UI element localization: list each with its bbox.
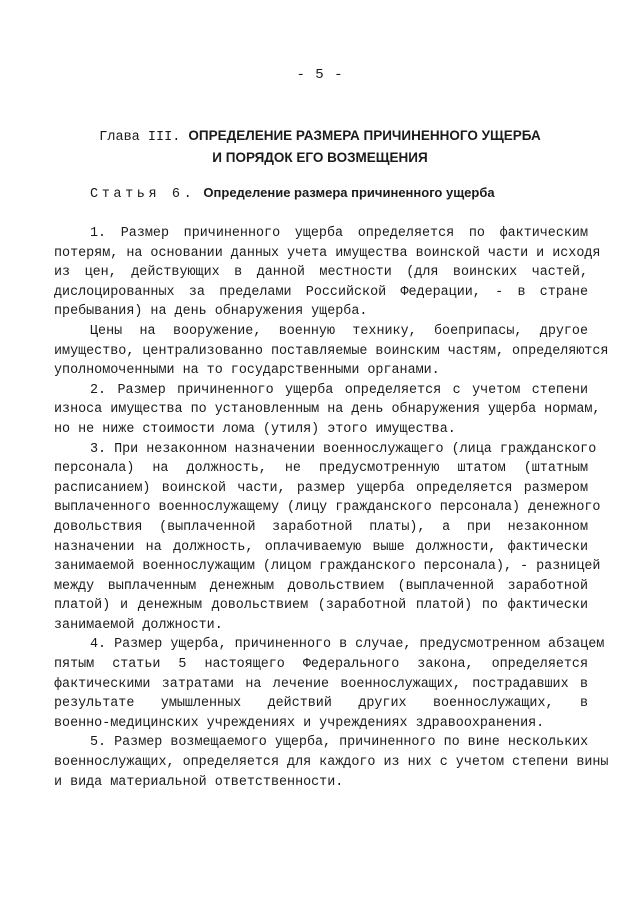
paragraph-line: из цен, действующих в данной местности (для воинских частей, <box>54 265 588 281</box>
paragraph-line: 5. Размер возмещаемого ущерба, причиненного по вине нескольких <box>90 735 589 751</box>
chapter-heading-line1 <box>60 126 580 148</box>
paragraph-line: пребывания) на день обнаружения ущерба. <box>54 304 368 320</box>
paragraph-line: потерям, на основании данных учета имущества воинской части и исходя <box>54 245 601 261</box>
paragraph-line: уполномоченными на то государственными органами. <box>54 363 440 379</box>
paragraph-line: военнослужащих, определяется для каждого из них с учетом степени вины <box>54 755 609 771</box>
paragraph <box>54 733 609 792</box>
paragraph-line: занимаемой должности. <box>54 617 223 633</box>
paragraph <box>54 635 605 733</box>
paragraph-line: персонала) на должность, не предусмотренную штатом (штатным <box>54 461 588 477</box>
chapter-title-line2: И ПОРЯДОК ЕГО ВОЗМЕЩЕНИЯ <box>212 150 428 165</box>
paragraph-line: между выплаченным денежным довольствием (выплаченной заработной <box>54 578 588 594</box>
article-title: Определение размера причиненного ущерба <box>203 185 495 200</box>
paragraph <box>54 381 601 440</box>
paragraph <box>54 224 601 322</box>
chapter-title-line1: ОПРЕДЕЛЕНИЕ РАЗМЕРА ПРИЧИНЕННОГО УЩЕРБА <box>188 128 541 143</box>
paragraph-line: довольствия (выплаченной заработной платы), а при незаконном <box>54 519 588 535</box>
paragraph-line: 4. Размер ущерба, причиненного в случае, предусмотренном абзацем <box>90 637 605 653</box>
paragraph-line: занимаемой военнослужащим (лицом гражданского персонала), - разницей <box>54 559 601 575</box>
chapter-heading-line2 <box>60 148 580 170</box>
paragraph-line: дислоцированных за пределами Российской Федерации, - в стране <box>54 284 588 300</box>
paragraph-line: фактическими затратами на лечение военнослужащих, пострадавших в <box>54 676 588 692</box>
paragraph-line: износа имущества по установленным на день обнаружения ущерба нормам, <box>54 402 601 418</box>
paragraph-line: результате умышленных действий других военнослужащих, в <box>54 696 588 712</box>
paragraph-line: Цены на вооружение, военную технику, боеприпасы, другое <box>90 323 588 339</box>
chapter-prefix: Глава III. <box>99 130 181 145</box>
paragraph-line: но не ниже стоимости лома (утиля) этого имущества. <box>54 421 456 437</box>
paragraph <box>54 322 609 381</box>
page-number: - 5 - <box>296 67 344 83</box>
chapter-heading <box>60 126 580 170</box>
paragraph-line: пятым статьи 5 настоящего Федерального закона, определяется <box>54 657 588 673</box>
paragraph-line: платой) и денежным довольствием (заработной платой) по фактически <box>54 598 588 614</box>
paragraph-line: имущество, централизованно поставляемые воинским частям, определяются <box>54 343 609 359</box>
article-heading <box>90 185 590 202</box>
paragraph-line: 3. При незаконном назначении военнослужащего (лица гражданского <box>90 441 597 457</box>
article-body <box>54 224 609 792</box>
paragraph-line: выплаченного военнослужащему (лицу гражданского персонала) денежного <box>54 500 601 516</box>
paragraph <box>54 440 601 636</box>
article-label: Статья 6. <box>90 187 196 202</box>
paragraph-line: расписанием) воинской части, размер ущерба определяется размером <box>54 480 588 496</box>
paragraph-line: военно-медицинских учреждениях и учреждениях здравоохранения. <box>54 715 545 731</box>
paragraph-line: 1. Размер причиненного ущерба определяется по фактическим <box>90 226 588 241</box>
paragraph-line: и вида материальной ответственности. <box>54 774 344 790</box>
paragraph-line: 2. Размер причиненного ущерба определяется с учетом степени <box>90 382 588 398</box>
paragraph-line: назначении на должность, оплачиваемую выше должности, фактически <box>54 539 588 555</box>
